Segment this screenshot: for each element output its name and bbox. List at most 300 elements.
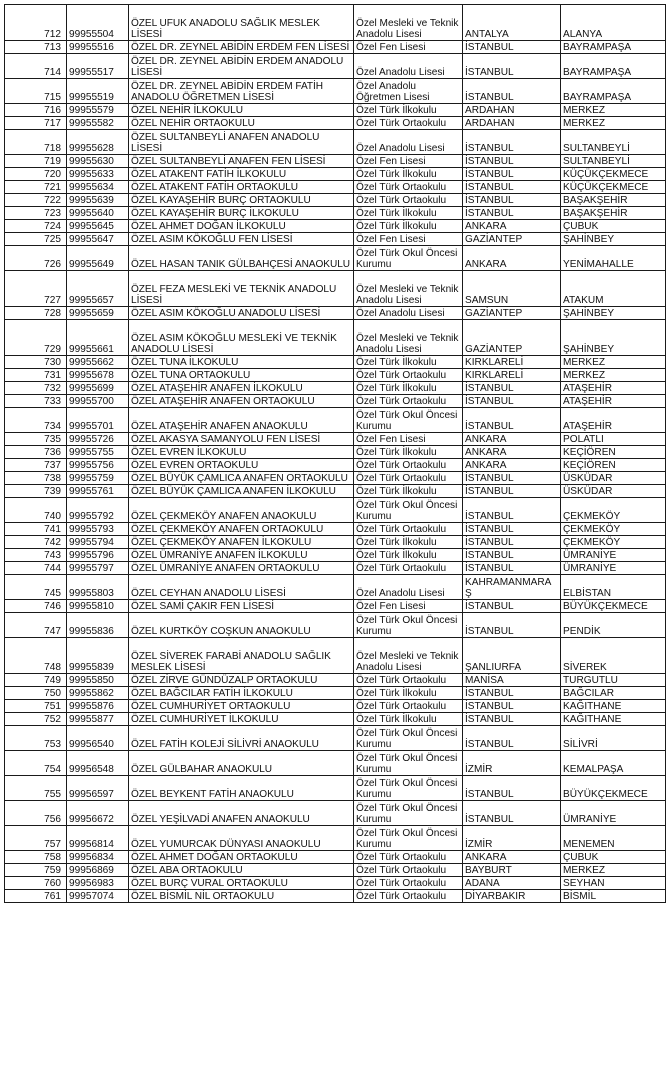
city-name: ARDAHAN bbox=[463, 104, 561, 117]
school-name: ÖZEL KAYAŞEHİR BURÇ ORTAOKULU bbox=[129, 194, 354, 207]
row-number: 737 bbox=[5, 459, 67, 472]
school-name: ÖZEL BÜYÜK ÇAMLICA ANAFEN İLKOKULU bbox=[129, 485, 354, 498]
district-name: POLATLI bbox=[561, 433, 666, 446]
row-number: 751 bbox=[5, 700, 67, 713]
school-type: Özel Fen Lisesi bbox=[354, 600, 463, 613]
table-row bbox=[5, 220, 666, 233]
city-name: ARDAHAN bbox=[463, 117, 561, 130]
institution-code: 99955582 bbox=[67, 117, 129, 130]
row-number: 727 bbox=[5, 271, 67, 307]
row-number: 742 bbox=[5, 536, 67, 549]
city-name: İSTANBUL bbox=[463, 41, 561, 54]
institution-code: 99955633 bbox=[67, 168, 129, 181]
institution-code: 99955699 bbox=[67, 382, 129, 395]
district-name: SİLİVRİ bbox=[561, 726, 666, 751]
city-name: İSTANBUL bbox=[463, 472, 561, 485]
school-type: Özel Türk Okul Öncesi Kurumu bbox=[354, 498, 463, 523]
institution-code: 99955639 bbox=[67, 194, 129, 207]
institution-code: 99955649 bbox=[67, 246, 129, 271]
city-name: ANKARA bbox=[463, 246, 561, 271]
school-name: ÖZEL ATAŞEHİR ANAFEN ANAOKULU bbox=[129, 408, 354, 433]
institution-code: 99955797 bbox=[67, 562, 129, 575]
institution-code: 99955700 bbox=[67, 395, 129, 408]
institution-code: 99956983 bbox=[67, 877, 129, 890]
table-row bbox=[5, 890, 666, 903]
institution-code: 99955628 bbox=[67, 130, 129, 155]
city-name: İSTANBUL bbox=[463, 523, 561, 536]
city-name: İSTANBUL bbox=[463, 498, 561, 523]
institution-code: 99956834 bbox=[67, 851, 129, 864]
school-name: ÖZEL SULTANBEYLİ ANAFEN ANADOLU LİSESİ bbox=[129, 130, 354, 155]
table-row bbox=[5, 459, 666, 472]
table-row bbox=[5, 700, 666, 713]
district-name: BAYRAMPAŞA bbox=[561, 54, 666, 79]
row-number: 715 bbox=[5, 79, 67, 104]
city-name: İSTANBUL bbox=[463, 776, 561, 801]
institution-code: 99955579 bbox=[67, 104, 129, 117]
city-name: İSTANBUL bbox=[463, 726, 561, 751]
school-type: Özel Türk Okul Öncesi Kurumu bbox=[354, 408, 463, 433]
district-name: KÜÇÜKÇEKMECE bbox=[561, 181, 666, 194]
district-name: SEYHAN bbox=[561, 877, 666, 890]
district-name: ŞAHİNBEY bbox=[561, 233, 666, 246]
institution-code: 99955792 bbox=[67, 498, 129, 523]
institution-code: 99955759 bbox=[67, 472, 129, 485]
row-number: 724 bbox=[5, 220, 67, 233]
table-row bbox=[5, 382, 666, 395]
school-name: ÖZEL ÜMRANİYE ANAFEN İLKOKULU bbox=[129, 549, 354, 562]
row-number: 757 bbox=[5, 826, 67, 851]
city-name: İSTANBUL bbox=[463, 194, 561, 207]
district-name: MERKEZ bbox=[561, 864, 666, 877]
institution-code: 99955862 bbox=[67, 687, 129, 700]
table-row bbox=[5, 79, 666, 104]
school-name: ÖZEL BURÇ VURAL ORTAOKULU bbox=[129, 877, 354, 890]
school-name: ÖZEL EVREN ORTAOKULU bbox=[129, 459, 354, 472]
school-name: ÖZEL TUNA İLKOKULU bbox=[129, 356, 354, 369]
row-number: 756 bbox=[5, 801, 67, 826]
district-name: MERKEZ bbox=[561, 369, 666, 382]
district-name: BAYRAMPAŞA bbox=[561, 79, 666, 104]
row-number: 723 bbox=[5, 207, 67, 220]
district-name: MERKEZ bbox=[561, 117, 666, 130]
row-number: 718 bbox=[5, 130, 67, 155]
district-name: ATAKUM bbox=[561, 271, 666, 307]
district-name: ÜMRANİYE bbox=[561, 562, 666, 575]
city-name: İZMİR bbox=[463, 826, 561, 851]
district-name: ÇUBUK bbox=[561, 851, 666, 864]
city-name: İSTANBUL bbox=[463, 600, 561, 613]
school-type: Özel Fen Lisesi bbox=[354, 433, 463, 446]
row-number: 734 bbox=[5, 408, 67, 433]
school-name: ÖZEL CEYHAN ANADOLU LİSESİ bbox=[129, 575, 354, 600]
row-number: 735 bbox=[5, 433, 67, 446]
school-type: Özel Türk Ortaokulu bbox=[354, 459, 463, 472]
institution-code: 99955662 bbox=[67, 356, 129, 369]
district-name: MERKEZ bbox=[561, 104, 666, 117]
school-type: Özel Türk Okul Öncesi Kurumu bbox=[354, 776, 463, 801]
district-name: ŞAHİNBEY bbox=[561, 307, 666, 320]
school-type: Özel Türk Ortaokulu bbox=[354, 181, 463, 194]
school-type: Özel Türk Ortaokulu bbox=[354, 472, 463, 485]
district-name: ALANYA bbox=[561, 5, 666, 41]
city-name: GAZİANTEP bbox=[463, 320, 561, 356]
district-name: BAĞCILAR bbox=[561, 687, 666, 700]
institution-code: 99955794 bbox=[67, 536, 129, 549]
district-name: PENDİK bbox=[561, 613, 666, 638]
row-number: 753 bbox=[5, 726, 67, 751]
district-name: BÜYÜKÇEKMECE bbox=[561, 776, 666, 801]
school-type: Özel Türk Okul Öncesi Kurumu bbox=[354, 726, 463, 751]
institution-code: 99955661 bbox=[67, 320, 129, 356]
row-number: 729 bbox=[5, 320, 67, 356]
table-row bbox=[5, 674, 666, 687]
school-type: Özel Anadolu Lisesi bbox=[354, 130, 463, 155]
row-number: 760 bbox=[5, 877, 67, 890]
school-type: Özel Türk İlkokulu bbox=[354, 104, 463, 117]
city-name: İSTANBUL bbox=[463, 408, 561, 433]
institution-code: 99956548 bbox=[67, 751, 129, 776]
table-row bbox=[5, 549, 666, 562]
district-name: SİVEREK bbox=[561, 638, 666, 674]
school-type: Özel Türk Okul Öncesi Kurumu bbox=[354, 826, 463, 851]
school-name: ÖZEL DR. ZEYNEL ABİDİN ERDEM FATİH ANADOLU ÖĞRETMEN LİSESİ bbox=[129, 79, 354, 104]
table-row bbox=[5, 104, 666, 117]
institution-code: 99955657 bbox=[67, 271, 129, 307]
institution-code: 99955876 bbox=[67, 700, 129, 713]
institution-code: 99955640 bbox=[67, 207, 129, 220]
row-number: 743 bbox=[5, 549, 67, 562]
table-row bbox=[5, 168, 666, 181]
institution-code: 99955678 bbox=[67, 369, 129, 382]
institution-code: 99956869 bbox=[67, 864, 129, 877]
table-row bbox=[5, 155, 666, 168]
school-type: Özel Türk Ortaokulu bbox=[354, 395, 463, 408]
city-name: İSTANBUL bbox=[463, 700, 561, 713]
city-name: İSTANBUL bbox=[463, 613, 561, 638]
institution-code: 99955701 bbox=[67, 408, 129, 433]
school-name: ÖZEL ÇEKMEKÖY ANAFEN ORTAOKULU bbox=[129, 523, 354, 536]
table-row bbox=[5, 801, 666, 826]
row-number: 720 bbox=[5, 168, 67, 181]
row-number: 739 bbox=[5, 485, 67, 498]
institution-code: 99955726 bbox=[67, 433, 129, 446]
row-number: 719 bbox=[5, 155, 67, 168]
row-number: 752 bbox=[5, 713, 67, 726]
table-row bbox=[5, 826, 666, 851]
district-name: ELBİSTAN bbox=[561, 575, 666, 600]
row-number: 747 bbox=[5, 613, 67, 638]
row-number: 726 bbox=[5, 246, 67, 271]
table-row bbox=[5, 864, 666, 877]
institution-code: 99955810 bbox=[67, 600, 129, 613]
institution-code: 99955877 bbox=[67, 713, 129, 726]
district-name: ÜSKÜDAR bbox=[561, 472, 666, 485]
district-name: ÜMRANİYE bbox=[561, 549, 666, 562]
table-row bbox=[5, 600, 666, 613]
institution-code: 99955504 bbox=[67, 5, 129, 41]
school-type: Özel Türk İlkokulu bbox=[354, 713, 463, 726]
school-type: Özel Türk Okul Öncesi Kurumu bbox=[354, 751, 463, 776]
district-name: ATAŞEHİR bbox=[561, 382, 666, 395]
table-row bbox=[5, 687, 666, 700]
school-type: Özel Fen Lisesi bbox=[354, 41, 463, 54]
school-type: Özel Mesleki ve Teknik Anadolu Lisesi bbox=[354, 320, 463, 356]
city-name: İSTANBUL bbox=[463, 485, 561, 498]
row-number: 730 bbox=[5, 356, 67, 369]
table-row bbox=[5, 307, 666, 320]
city-name: İSTANBUL bbox=[463, 395, 561, 408]
district-name: ÜMRANİYE bbox=[561, 801, 666, 826]
district-name: SULTANBEYLİ bbox=[561, 155, 666, 168]
institution-code: 99956540 bbox=[67, 726, 129, 751]
school-name: ÖZEL KAYAŞEHİR BURÇ İLKOKULU bbox=[129, 207, 354, 220]
district-name: KEMALPAŞA bbox=[561, 751, 666, 776]
school-type: Özel Türk Ortaokulu bbox=[354, 700, 463, 713]
table-row bbox=[5, 130, 666, 155]
institution-code: 99955645 bbox=[67, 220, 129, 233]
school-name: ÖZEL CUMHURİYET İLKOKULU bbox=[129, 713, 354, 726]
table-row bbox=[5, 562, 666, 575]
city-name: İSTANBUL bbox=[463, 168, 561, 181]
table-row bbox=[5, 613, 666, 638]
table-row bbox=[5, 877, 666, 890]
table-row bbox=[5, 5, 666, 41]
school-name: ÖZEL ZİRVE GÜNDÜZALP ORTAOKULU bbox=[129, 674, 354, 687]
school-type: Özel Türk İlkokulu bbox=[354, 207, 463, 220]
city-name: ANKARA bbox=[463, 446, 561, 459]
row-number: 750 bbox=[5, 687, 67, 700]
district-name: KAĞITHANE bbox=[561, 713, 666, 726]
school-name: ÖZEL ÜMRANİYE ANAFEN ORTAOKULU bbox=[129, 562, 354, 575]
table-row bbox=[5, 713, 666, 726]
school-name: ÖZEL ATAKENT FATİH İLKOKULU bbox=[129, 168, 354, 181]
row-number: 731 bbox=[5, 369, 67, 382]
school-name: ÖZEL TUNA ORTAOKULU bbox=[129, 369, 354, 382]
district-name: MENEMEN bbox=[561, 826, 666, 851]
city-name: İZMİR bbox=[463, 751, 561, 776]
school-type: Özel Türk Ortaokulu bbox=[354, 562, 463, 575]
school-name: ÖZEL ASIM KÖKOĞLU ANADOLU LİSESİ bbox=[129, 307, 354, 320]
city-name: ANTALYA bbox=[463, 5, 561, 41]
district-name: TURGUTLU bbox=[561, 674, 666, 687]
institution-code: 99955839 bbox=[67, 638, 129, 674]
school-type: Özel Türk Ortaokulu bbox=[354, 194, 463, 207]
institution-code: 99955756 bbox=[67, 459, 129, 472]
city-name: KIRKLARELİ bbox=[463, 356, 561, 369]
institution-code: 99955850 bbox=[67, 674, 129, 687]
table-row bbox=[5, 638, 666, 674]
table-row bbox=[5, 536, 666, 549]
school-name: ÖZEL SİVEREK FARABİ ANADOLU SAĞLIK MESLEK LİSESİ bbox=[129, 638, 354, 674]
institution-code: 99955634 bbox=[67, 181, 129, 194]
city-name: KIRKLARELİ bbox=[463, 369, 561, 382]
row-number: 716 bbox=[5, 104, 67, 117]
school-name: ÖZEL BAĞCILAR FATİH İLKOKULU bbox=[129, 687, 354, 700]
school-name: ÖZEL ÇEKMEKÖY ANAFEN ANAOKULU bbox=[129, 498, 354, 523]
school-name: ÖZEL BEYKENT FATİH ANAOKULU bbox=[129, 776, 354, 801]
school-name: ÖZEL AKASYA SAMANYOLU FEN LİSESİ bbox=[129, 433, 354, 446]
table-row bbox=[5, 117, 666, 130]
school-name: ÖZEL SULTANBEYLİ ANAFEN FEN LİSESİ bbox=[129, 155, 354, 168]
school-type: Özel Türk Okul Öncesi Kurumu bbox=[354, 801, 463, 826]
school-name: ÖZEL ATAŞEHİR ANAFEN ORTAOKULU bbox=[129, 395, 354, 408]
district-name: ATAŞEHİR bbox=[561, 395, 666, 408]
school-type: Özel Anadolu Lisesi bbox=[354, 54, 463, 79]
school-type: Özel Türk İlkokulu bbox=[354, 549, 463, 562]
school-type: Özel Türk Ortaokulu bbox=[354, 523, 463, 536]
district-name: BİSMİL bbox=[561, 890, 666, 903]
institution-code: 99955803 bbox=[67, 575, 129, 600]
school-name: ÖZEL BİSMİL NİL ORTAOKULU bbox=[129, 890, 354, 903]
city-name: İSTANBUL bbox=[463, 382, 561, 395]
school-type: Özel Türk İlkokulu bbox=[354, 687, 463, 700]
school-type: Özel Anadolu Öğretmen Lisesi bbox=[354, 79, 463, 104]
city-name: ANKARA bbox=[463, 851, 561, 864]
city-name: İSTANBUL bbox=[463, 79, 561, 104]
row-number: 748 bbox=[5, 638, 67, 674]
row-number: 754 bbox=[5, 751, 67, 776]
school-type: Özel Anadolu Lisesi bbox=[354, 575, 463, 600]
school-name: ÖZEL AHMET DOĞAN ORTAOKULU bbox=[129, 851, 354, 864]
institution-code: 99955630 bbox=[67, 155, 129, 168]
school-name: ÖZEL CUMHURİYET ORTAOKULU bbox=[129, 700, 354, 713]
school-name: ÖZEL ÇEKMEKÖY ANAFEN İLKOKULU bbox=[129, 536, 354, 549]
school-type: Özel Mesleki ve Teknik Anadolu Lisesi bbox=[354, 271, 463, 307]
city-name: İSTANBUL bbox=[463, 549, 561, 562]
district-name: ÇEKMEKÖY bbox=[561, 523, 666, 536]
city-name: ANKARA bbox=[463, 459, 561, 472]
table-row bbox=[5, 369, 666, 382]
school-name: ÖZEL ATAKENT FATİH ORTAOKULU bbox=[129, 181, 354, 194]
school-name: ÖZEL NEHİR İLKOKULU bbox=[129, 104, 354, 117]
schools-table bbox=[4, 4, 666, 903]
row-number: 725 bbox=[5, 233, 67, 246]
institution-code: 99955836 bbox=[67, 613, 129, 638]
school-type: Özel Fen Lisesi bbox=[354, 155, 463, 168]
row-number: 745 bbox=[5, 575, 67, 600]
institution-code: 99955755 bbox=[67, 446, 129, 459]
school-name: ÖZEL UFUK ANADOLU SAĞLIK MESLEK LİSESİ bbox=[129, 5, 354, 41]
district-name: ŞAHİNBEY bbox=[561, 320, 666, 356]
city-name: İSTANBUL bbox=[463, 713, 561, 726]
district-name: YENİMAHALLE bbox=[561, 246, 666, 271]
district-name: KÜÇÜKÇEKMECE bbox=[561, 168, 666, 181]
school-type: Özel Türk İlkokulu bbox=[354, 536, 463, 549]
city-name: DİYARBAKIR bbox=[463, 890, 561, 903]
school-type: Özel Türk Ortaokulu bbox=[354, 864, 463, 877]
district-name: ÇUBUK bbox=[561, 220, 666, 233]
table-row bbox=[5, 446, 666, 459]
district-name: ÜSKÜDAR bbox=[561, 485, 666, 498]
table-row bbox=[5, 433, 666, 446]
city-name: İSTANBUL bbox=[463, 54, 561, 79]
school-name: ÖZEL GÜLBAHAR ANAOKULU bbox=[129, 751, 354, 776]
row-number: 733 bbox=[5, 395, 67, 408]
school-type: Özel Türk Ortaokulu bbox=[354, 674, 463, 687]
row-number: 712 bbox=[5, 5, 67, 41]
table-row bbox=[5, 271, 666, 307]
school-name: ÖZEL ASIM KÖKOĞLU FEN LİSESİ bbox=[129, 233, 354, 246]
institution-code: 99956597 bbox=[67, 776, 129, 801]
row-number: 713 bbox=[5, 41, 67, 54]
row-number: 744 bbox=[5, 562, 67, 575]
row-number: 755 bbox=[5, 776, 67, 801]
row-number: 714 bbox=[5, 54, 67, 79]
school-name: ÖZEL KURTKÖY COŞKUN ANAOKULU bbox=[129, 613, 354, 638]
table-row bbox=[5, 233, 666, 246]
school-type: Özel Türk Okul Öncesi Kurumu bbox=[354, 613, 463, 638]
school-name: ÖZEL DR. ZEYNEL ABİDİN ERDEM FEN LİSESİ bbox=[129, 41, 354, 54]
school-name: ÖZEL SAMİ ÇAKIR FEN LİSESİ bbox=[129, 600, 354, 613]
school-name: ÖZEL ASIM KÖKOĞLU MESLEKİ VE TEKNİK ANADOLU LİSESİ bbox=[129, 320, 354, 356]
institution-code: 99955761 bbox=[67, 485, 129, 498]
school-type: Özel Türk İlkokulu bbox=[354, 356, 463, 369]
school-name: ÖZEL EVREN İLKOKULU bbox=[129, 446, 354, 459]
school-type: Özel Türk İlkokulu bbox=[354, 168, 463, 181]
institution-code: 99955519 bbox=[67, 79, 129, 104]
school-name: ÖZEL ABA ORTAOKULU bbox=[129, 864, 354, 877]
district-name: KEÇİÖREN bbox=[561, 446, 666, 459]
table-row bbox=[5, 207, 666, 220]
school-type: Özel Fen Lisesi bbox=[354, 233, 463, 246]
table-row bbox=[5, 320, 666, 356]
table-row bbox=[5, 776, 666, 801]
institution-code: 99955647 bbox=[67, 233, 129, 246]
city-name: GAZİANTEP bbox=[463, 233, 561, 246]
school-type: Özel Türk Ortaokulu bbox=[354, 117, 463, 130]
school-type: Özel Türk Ortaokulu bbox=[354, 851, 463, 864]
district-name: BAŞAKŞEHİR bbox=[561, 207, 666, 220]
institution-code: 99955516 bbox=[67, 41, 129, 54]
institution-code: 99956814 bbox=[67, 826, 129, 851]
row-number: 732 bbox=[5, 382, 67, 395]
table-row bbox=[5, 408, 666, 433]
table-row bbox=[5, 472, 666, 485]
row-number: 736 bbox=[5, 446, 67, 459]
city-name: GAZİANTEP bbox=[463, 307, 561, 320]
school-name: ÖZEL YUMURCAK DÜNYASI ANAOKULU bbox=[129, 826, 354, 851]
institution-code: 99955796 bbox=[67, 549, 129, 562]
city-name: KAHRAMANMARAŞ bbox=[463, 575, 561, 600]
row-number: 746 bbox=[5, 600, 67, 613]
table-row bbox=[5, 751, 666, 776]
city-name: MANİSA bbox=[463, 674, 561, 687]
table-row bbox=[5, 246, 666, 271]
school-name: ÖZEL DR. ZEYNEL ABİDİN ERDEM ANADOLU LİSESİ bbox=[129, 54, 354, 79]
school-name: ÖZEL FATİH KOLEJİ SİLİVRİ ANAOKULU bbox=[129, 726, 354, 751]
district-name: SULTANBEYLİ bbox=[561, 130, 666, 155]
school-name: ÖZEL AHMET DOĞAN İLKOKULU bbox=[129, 220, 354, 233]
city-name: İSTANBUL bbox=[463, 536, 561, 549]
city-name: ANKARA bbox=[463, 220, 561, 233]
city-name: İSTANBUL bbox=[463, 562, 561, 575]
row-number: 741 bbox=[5, 523, 67, 536]
city-name: İSTANBUL bbox=[463, 181, 561, 194]
district-name: ÇEKMEKÖY bbox=[561, 536, 666, 549]
district-name: KAĞITHANE bbox=[561, 700, 666, 713]
school-type: Özel Türk Okul Öncesi Kurumu bbox=[354, 246, 463, 271]
row-number: 758 bbox=[5, 851, 67, 864]
city-name: BAYBURT bbox=[463, 864, 561, 877]
table-row bbox=[5, 485, 666, 498]
school-type: Özel Türk Ortaokulu bbox=[354, 890, 463, 903]
city-name: İSTANBUL bbox=[463, 207, 561, 220]
school-type: Özel Türk İlkokulu bbox=[354, 485, 463, 498]
school-name: ÖZEL YEŞİLVADİ ANAFEN ANAOKULU bbox=[129, 801, 354, 826]
school-name: ÖZEL NEHİR ORTAOKULU bbox=[129, 117, 354, 130]
school-name: ÖZEL ATAŞEHİR ANAFEN İLKOKULU bbox=[129, 382, 354, 395]
